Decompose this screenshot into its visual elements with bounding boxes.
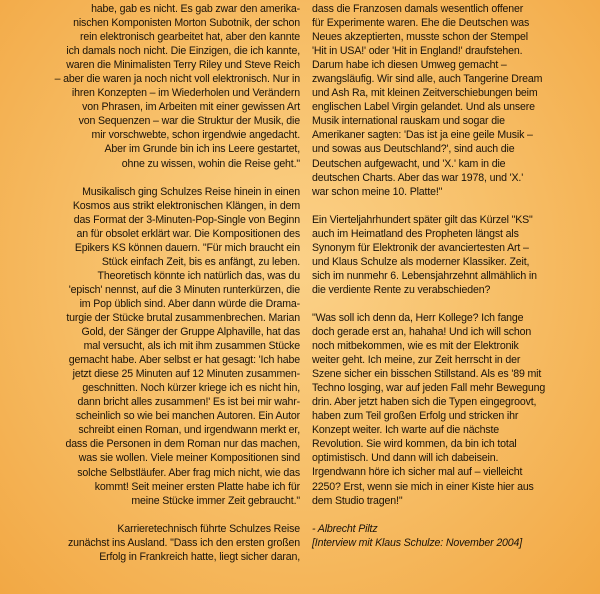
paragraph-gap [312,297,577,311]
paragraph-left-2: Musikalisch ging Schulzes Reise hinein in einen Kosmos aus strikt elektronischen Klängen, in dem das Format der 3-Minuten-Pop-Single von Beginn an für obsolet erklärt war. Die Kompositionen des Epikers KS können dauern. "Für mich braucht ein Stück einfach Zeit, bis es anfängt, zu leben. Theoretisch könnte ich natürlich das, was du 'episch' nennst, auf die 3 Minuten runterkürzen, die im Pop üblich sind. Aber dann würde die Drama- turgie der Stücke brutal zusammenbrechen. Marian Gold, der Sänger der Gruppe Alphaville, hat das mal versucht, als ich mit ihm zusammen Stücke gemacht habe. Aber selbst er hat gesagt: 'Ich habe jetzt diese 25 Minuten auf 12 Minuten zusammen- geschnitten. Noch kürzer kriege ich es nicht hin, dann bricht alles zusammen!' Es ist bei mir wahr- scheinlich so wie bei manchen Autoren. Ein Autor schreibt einen Roman, und irgendwann merkt er, dass die Personen in dem Roman nur das machen, was sie wollen. Viele meiner Kompositionen sind solche Selbstläufer. Aber frag mich nicht, wie das kommt! Seit meiner ersten Platte habe ich für meine Stücke immer Zeit gebraucht." [65,185,300,507]
interview-source: [Interview mit Klaus Schulze: November 2004] [312,536,523,549]
paragraph-right-2: Ein Vierteljahrhundert später gilt das Kürzel "KS" auch im Heimatland des Propheten längst als Synonym für Elektronik der avanciertesten Art – und Klaus Schulze als moderner Klassiker. Zeit, sich im nunmehr 6. Lebensjahrzehnt allmählich in die verdiente Rente zu verabschieden? [312,213,537,296]
paragraph-left-3: Karrieretechnisch führte Schulzes Reise zunächst ins Ausland. "Dass ich den ersten großen Erfolg in Frankreich hatte, liegt sicher daran, [68,522,300,563]
paragraph-gap [30,171,300,185]
paragraph-right-3: "Was soll ich denn da, Herr Kollege? Ich fange doch gerade erst an, hahaha! Und ich will schon noch mitbekommen, wie es mit der Elektronik weiter geht. Ich meine, zur Zeit herrscht in der Szene sicher ein bisschen Stillstand. Als es '89 mit Techno losging, war auf jeden Fall mehr Bewegung drin. Aber jetzt haben sich die Typen eingegroovt, haben zum Teil großen Erfolg und stricken ihr Konzept weiter. Ich warte auf die nächste Revolution. Sie wird kommen, da bin ich total optimistisch. Und dann will ich dabeisein. Irgendwann höre ich sicher mal auf – vielleicht 2250? Erst, wenn sie mich in einer Kiste hier aus dem Studio tragen!" [312,311,546,507]
author-credit: - Albrecht Piltz [312,522,378,535]
right-column [312,2,577,550]
left-column [30,2,300,564]
paragraph-right-1: dass die Franzosen damals wesentlich offener für Experimente waren. Ehe die Deutschen was Neues akzeptierten, musste schon der Stempel 'Hit in USA!' oder 'Hit in England!' draufstehen. Darum habe ich diesen Umweg gemacht – zwangsläufig. Wir sind alle, auch Tangerine Dream und Ash Ra, mit kleinen Zeitverschiebungen beim englischen Label Virgin gelandet. Und als unsere Musik international rauskam und sogar die Amerikaner sagten: 'Das ist ja eine geile Musik – und sowas aus Deutschland?', sind auch die Deutschen aufgewacht, und 'X.' kam in die deutschen Charts. Aber das war 1978, und 'X.' war schon meine 10. Platte!" [312,3,543,198]
paragraph-gap [30,508,300,522]
paragraph-gap [312,199,577,213]
paragraph-left-1: habe, gab es nicht. Es gab zwar den amerika- nischen Komponisten Morton Subotnik, der schon rein elektronisch gearbeitet hat, aber den kannte ich damals noch nicht. Die Einzigen, die ich kannte, waren die Minimalisten Terry Riley und Steve Reich – aber die waren ja noch nicht voll elektronisch. Nur in ihren Konzepten – im Wiederholen und Verändern von Phrasen, im Arbeiten mit einer gewissen Art von Sequenzen – war die Struktur der Musik, die mir vorschwebte, schon irgendwie angedacht. Aber im Grunde bin ich ins Leere gestartet, ohne zu wissen, wohin die Reise geht." [54,3,300,170]
signature-block [312,522,577,550]
